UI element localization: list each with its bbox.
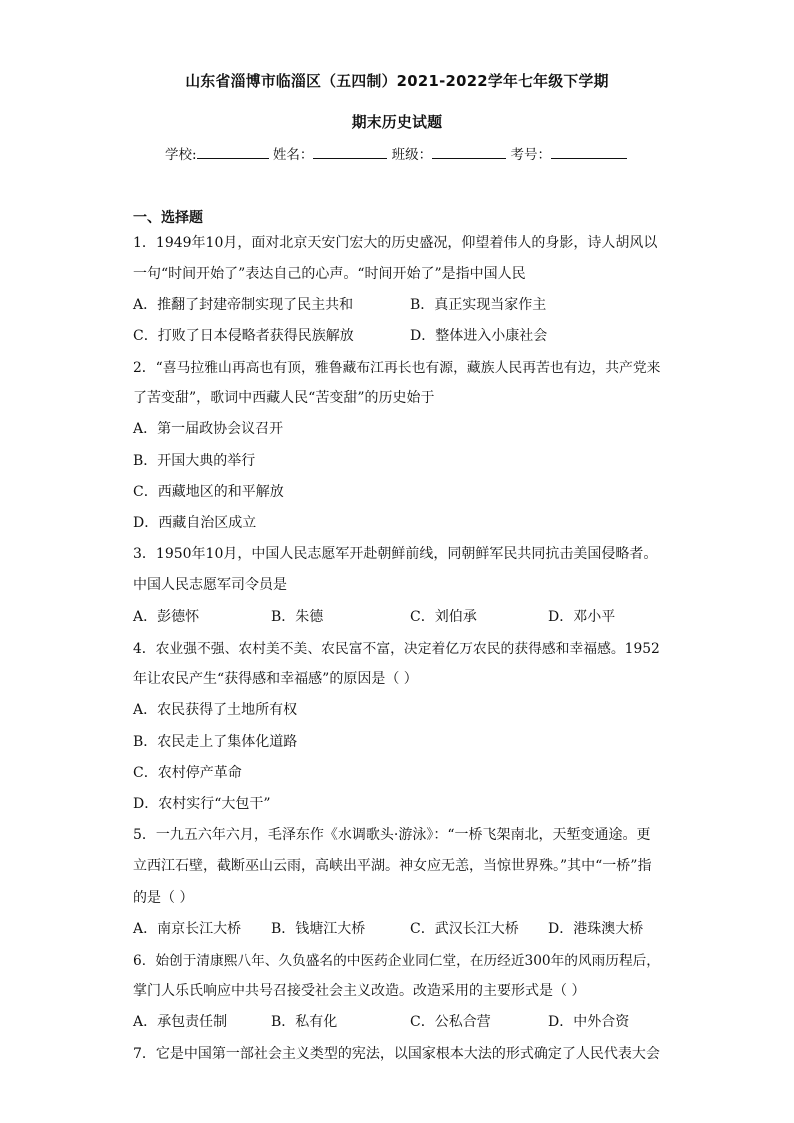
question-5-option-a: A．南京长江大桥: [133, 921, 242, 937]
class-label: 班级：: [391, 147, 433, 163]
question-2-option-b: B．开国大典的举行: [133, 453, 256, 469]
question-6-line-1: 6．始创于清康熙八年、久负盛名的中医药企业同仁堂，在历经近300年的风雨历程后，: [133, 953, 660, 969]
question-4-option-d: D．农村实行“大包干”: [133, 796, 271, 812]
student-info-row: [165, 143, 627, 163]
number-label: 考号：: [510, 147, 551, 163]
question-3-option-b: B．朱德: [271, 609, 324, 625]
question-6-option-d: D．中外合资: [548, 1014, 630, 1030]
question-1-option-b: B．真正实现当家作主: [410, 297, 547, 313]
question-2-option-c: C．西藏地区的和平解放: [133, 484, 284, 500]
question-5-line-1: 5．一九五六年六月，毛泽东作《水调歌头·游泳》：“一桥飞架南北，天堑变通途。更: [133, 827, 651, 843]
question-4-option-c: C．农村停产革命: [133, 765, 242, 781]
question-5-option-c: C．武汉长江大桥: [410, 921, 519, 937]
class-blank[interactable]: [432, 144, 506, 159]
question-2-option-a: A．第一届政协会议召开: [133, 421, 284, 437]
exam-title-line1: 山东省淄博市临淄区（五四制）2021-2022学年七年级下学期: [185, 73, 609, 90]
question-4-option-b: B．农民走上了集体化道路: [133, 734, 298, 750]
question-4-line-2: 年让农民产生“获得感和幸福感”的原因是（ ）: [133, 671, 418, 687]
number-blank[interactable]: [551, 144, 627, 159]
question-6-line-2: 掌门人乐氏响应中共号召接受社会主义改造。改造采用的主要形式是（ ）: [133, 983, 586, 999]
question-4-option-a: A．农民获得了土地所有权: [133, 702, 298, 718]
question-1-option-c: C．打败了日本侵略者获得民族解放: [133, 328, 354, 344]
question-6-option-a: A．承包责任制: [133, 1014, 228, 1030]
question-1-option-d: D．整体进入小康社会: [410, 328, 548, 344]
question-5-line-2: 立西江石壁，截断巫山云雨，高峡出平湖。神女应无恙，当惊世界殊。”其中“一桥”指: [133, 858, 652, 874]
question-5-line-3: 的是（ ）: [133, 890, 194, 906]
name-blank[interactable]: [313, 144, 387, 159]
question-4-line-1: 4．农业强不强、农村美不美、农民富不富，决定着亿万农民的获得感和幸福感。1952: [133, 641, 660, 657]
question-3-option-c: C．刘伯承: [410, 609, 477, 625]
question-2-line-1: 2．“喜马拉雅山再高也有顶，雅鲁藏布江再长也有源，藏族人民再苦也有边，共产党来: [133, 360, 661, 376]
question-3-option-d: D．邓小平: [548, 609, 616, 625]
question-1-line-2: 一句“时间开始了”表达自己的心声。“时间开始了”是指中国人民: [133, 266, 526, 282]
question-1-option-a: A．推翻了封建帝制实现了民主共和: [133, 297, 354, 313]
question-1-line-1: 1．1949年10月，面对北京天安门宏大的历史盛况，仰望着伟人的身影，诗人胡风以: [133, 235, 658, 251]
school-label: 学校:: [165, 147, 197, 163]
question-2-option-d: D．西藏自治区成立: [133, 515, 257, 531]
question-3-option-a: A．彭德怀: [133, 609, 200, 625]
section-heading: 一、选择题: [133, 210, 203, 226]
question-3-line-2: 中国人民志愿军司令员是: [133, 577, 287, 593]
question-7-line-1: 7．它是中国第一部社会主义类型的宪法，以国家根本大法的形式确定了人民代表大会: [133, 1046, 660, 1062]
question-2-line-2: 了苦变甜”，歌词中西藏人民“苦变甜”的历史始于: [133, 390, 435, 406]
school-blank[interactable]: [197, 144, 269, 159]
question-5-option-b: B．钱塘江大桥: [271, 921, 366, 937]
exam-title-line2: 期末历史试题: [351, 114, 443, 131]
question-5-option-d: D．港珠澳大桥: [548, 921, 644, 937]
question-3-line-1: 3．1950年10月，中国人民志愿军开赴朝鲜前线，同朝鲜军民共同抗击美国侵略者。: [133, 546, 658, 562]
name-label: 姓名：: [272, 147, 314, 163]
question-6-option-c: C．公私合营: [410, 1014, 491, 1030]
question-6-option-b: B．私有化: [271, 1014, 338, 1030]
